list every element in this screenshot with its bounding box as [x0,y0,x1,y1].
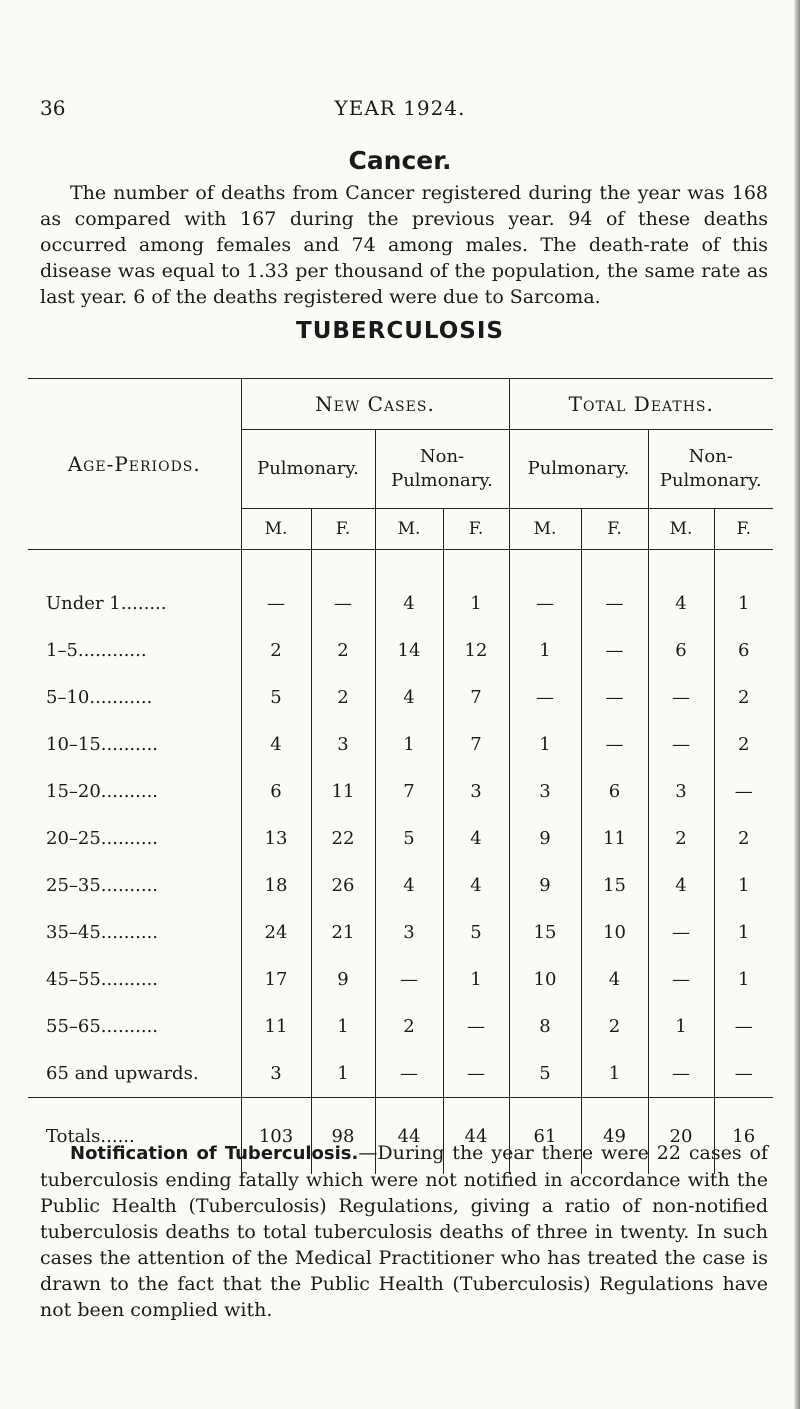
table-cell: 7 [443,721,509,768]
table-row [28,721,773,768]
table-cell: — [581,550,648,628]
age-period-label: 35–45.......... [46,922,159,943]
table-cell: 1 [648,1003,714,1050]
scan-edge [794,0,800,1409]
table-cell: 1 [443,550,509,628]
totals-cell: 16 [714,1098,773,1175]
age-period-label: 65 and upwards. [28,1050,241,1098]
totals-cell: 103 [241,1098,311,1175]
table-cell: — [241,550,311,628]
totals-cell: 61 [509,1098,581,1175]
table-cell: — [581,627,648,674]
table-cell: 6 [581,768,648,815]
table-cell: 4 [648,550,714,628]
table-cell: 2 [581,1003,648,1050]
table-row [28,862,773,909]
table-cell: 1 [509,721,581,768]
table-cell: 3 [443,768,509,815]
table-cell: 5 [509,1050,581,1098]
deaths-nonpulm-f: F. [714,509,773,550]
table-cell: — [648,956,714,1003]
totals-cell: 20 [648,1098,714,1175]
table-cell: 10 [581,909,648,956]
table-cell: 1 [375,721,443,768]
age-period-label: 45–55.......... [46,969,159,990]
notification-text: —During the year there were 22 cases of tuberculosis ending fatally which were not notified in accordance with the Public Health (Tuberculosis) Regulations, giving a ratio of non-notified tuberculosis deaths to total tuberculosis deaths of three in twenty. In such cases the attention of the Medical Practitioner who has treated the case is drawn to the fact that the Public Health (Tuberculosis) Regulations have not been complied with. [40,1142,768,1321]
age-period-label: Under 1........ [46,593,167,614]
table-cell: 5 [241,674,311,721]
tuberculosis-table [28,378,773,1174]
age-period-label: 5–10........... [46,687,153,708]
table-cell: 2 [311,627,375,674]
table-cell: 8 [509,1003,581,1050]
table-cell: — [375,1050,443,1098]
table-cell: 4 [375,550,443,628]
table-cell: 12 [443,627,509,674]
table-cell: — [443,1050,509,1098]
table-cell: 1 [714,909,773,956]
table-cell: 2 [714,721,773,768]
table-cell: 4 [443,862,509,909]
age-periods-header: Age-Periods. [28,379,241,550]
table-cell: — [648,721,714,768]
table-cell: — [509,674,581,721]
totals-label: Totals...... [46,1125,135,1147]
table-cell: 3 [241,1050,311,1098]
deaths-pulm-f: F. [581,509,648,550]
table-cell: 17 [241,956,311,1003]
table-cell: — [443,1003,509,1050]
table-cell: 4 [375,674,443,721]
table-cell: 26 [311,862,375,909]
table-row [28,1003,773,1050]
cancer-paragraph: The number of deaths from Cancer registered during the year was 168 as compared with 167 during the previous year. 94 of these deaths occurred among females and 74 among males. The death-rate of this disease was equal to 1.33 per thousand of the population, the same rate as last year. 6 of the deaths registered were due to Sarcoma. [40,182,768,308]
age-period-label: 55–65.......... [46,1016,159,1037]
deaths-nonpulm-m: M. [648,509,714,550]
table-cell: 24 [241,909,311,956]
table-cell: 1 [714,862,773,909]
table-cell: 22 [311,815,375,862]
table-cell: 7 [443,674,509,721]
deaths-non-pulmonary-header: Non- Pulmonary. [648,430,773,509]
table-row [28,674,773,721]
new-non-pulmonary-header: Non- Pulmonary. [375,430,509,509]
deaths-pulm-m: M. [509,509,581,550]
table-row [28,815,773,862]
table-row [28,909,773,956]
table-cell: 18 [241,862,311,909]
table-row [28,956,773,1003]
table-cell: — [509,550,581,628]
table-cell: 9 [509,815,581,862]
new-cases-header: New Cases. [241,379,509,430]
table-cell: — [648,674,714,721]
table-cell: 5 [375,815,443,862]
deaths-pulmonary-header: Pulmonary. [509,430,648,509]
table-cell: 14 [375,627,443,674]
table-cell: 6 [648,627,714,674]
table-cell: — [714,1003,773,1050]
table-cell: 9 [311,956,375,1003]
page-header [0,96,800,126]
table-cell: 7 [375,768,443,815]
table-cell: 3 [311,721,375,768]
new-pulm-m: M. [241,509,311,550]
table-cell: 6 [241,768,311,815]
totals-cell: 44 [375,1098,443,1175]
table-cell: — [648,1050,714,1098]
table-cell: 3 [648,768,714,815]
table-cell: 4 [375,862,443,909]
table-cell: 11 [311,768,375,815]
table-cell: 1 [509,627,581,674]
table-cell: 15 [581,862,648,909]
table-row [28,627,773,674]
table-cell: 15 [509,909,581,956]
table-cell: 3 [509,768,581,815]
tuberculosis-title: TUBERCULOSIS [296,318,504,344]
table-cell: 6 [714,627,773,674]
new-pulmonary-header: Pulmonary. [241,430,375,509]
table-cell: — [581,674,648,721]
table-cell: 4 [581,956,648,1003]
table-cell: 2 [241,627,311,674]
table-cell: 2 [375,1003,443,1050]
table-cell: 10 [509,956,581,1003]
table-cell: 2 [714,815,773,862]
table-cell: — [714,768,773,815]
totals-cell: 44 [443,1098,509,1175]
table-cell: 1 [311,1050,375,1098]
table-cell: — [714,1050,773,1098]
notification-paragraph [40,1140,768,1323]
table-cell: 1 [581,1050,648,1098]
table-cell: 2 [311,674,375,721]
totals-cell: 98 [311,1098,375,1175]
table-cell: 21 [311,909,375,956]
new-pulm-f: F. [311,509,375,550]
table-cell: — [311,550,375,628]
cancer-title: Cancer. [348,146,452,175]
age-period-label: 10–15.......... [46,734,159,755]
new-nonpulm-f: F. [443,509,509,550]
table-row [28,1050,773,1098]
table-cell: 3 [375,909,443,956]
totals-cell: 49 [581,1098,648,1175]
table-cell: 13 [241,815,311,862]
total-deaths-header: Total Deaths. [509,379,773,430]
table-cell: 1 [443,956,509,1003]
table-cell: — [648,909,714,956]
table-cell: 1 [311,1003,375,1050]
table-cell: 1 [714,550,773,628]
table-cell: 11 [241,1003,311,1050]
page-number: 36 [40,96,66,120]
table-cell: 4 [241,721,311,768]
notification-heading: Notification of Tuberculosis. [70,1143,359,1164]
table-cell: 1 [714,956,773,1003]
table-cell: 2 [648,815,714,862]
table-cell: 4 [648,862,714,909]
table-cell: 4 [443,815,509,862]
running-head: YEAR 1924. [334,96,466,120]
table-row [28,550,773,628]
table-cell: 11 [581,815,648,862]
table-cell: 5 [443,909,509,956]
age-period-label: 15–20.......... [46,781,159,802]
age-period-label: 1–5............ [46,640,147,661]
table-cell: 2 [714,674,773,721]
table-cell: — [581,721,648,768]
age-period-label: 20–25.......... [46,828,159,849]
age-period-label: 25–35.......... [46,875,159,896]
table-cell: — [375,956,443,1003]
table-row [28,768,773,815]
new-nonpulm-m: M. [375,509,443,550]
table-cell: 9 [509,862,581,909]
